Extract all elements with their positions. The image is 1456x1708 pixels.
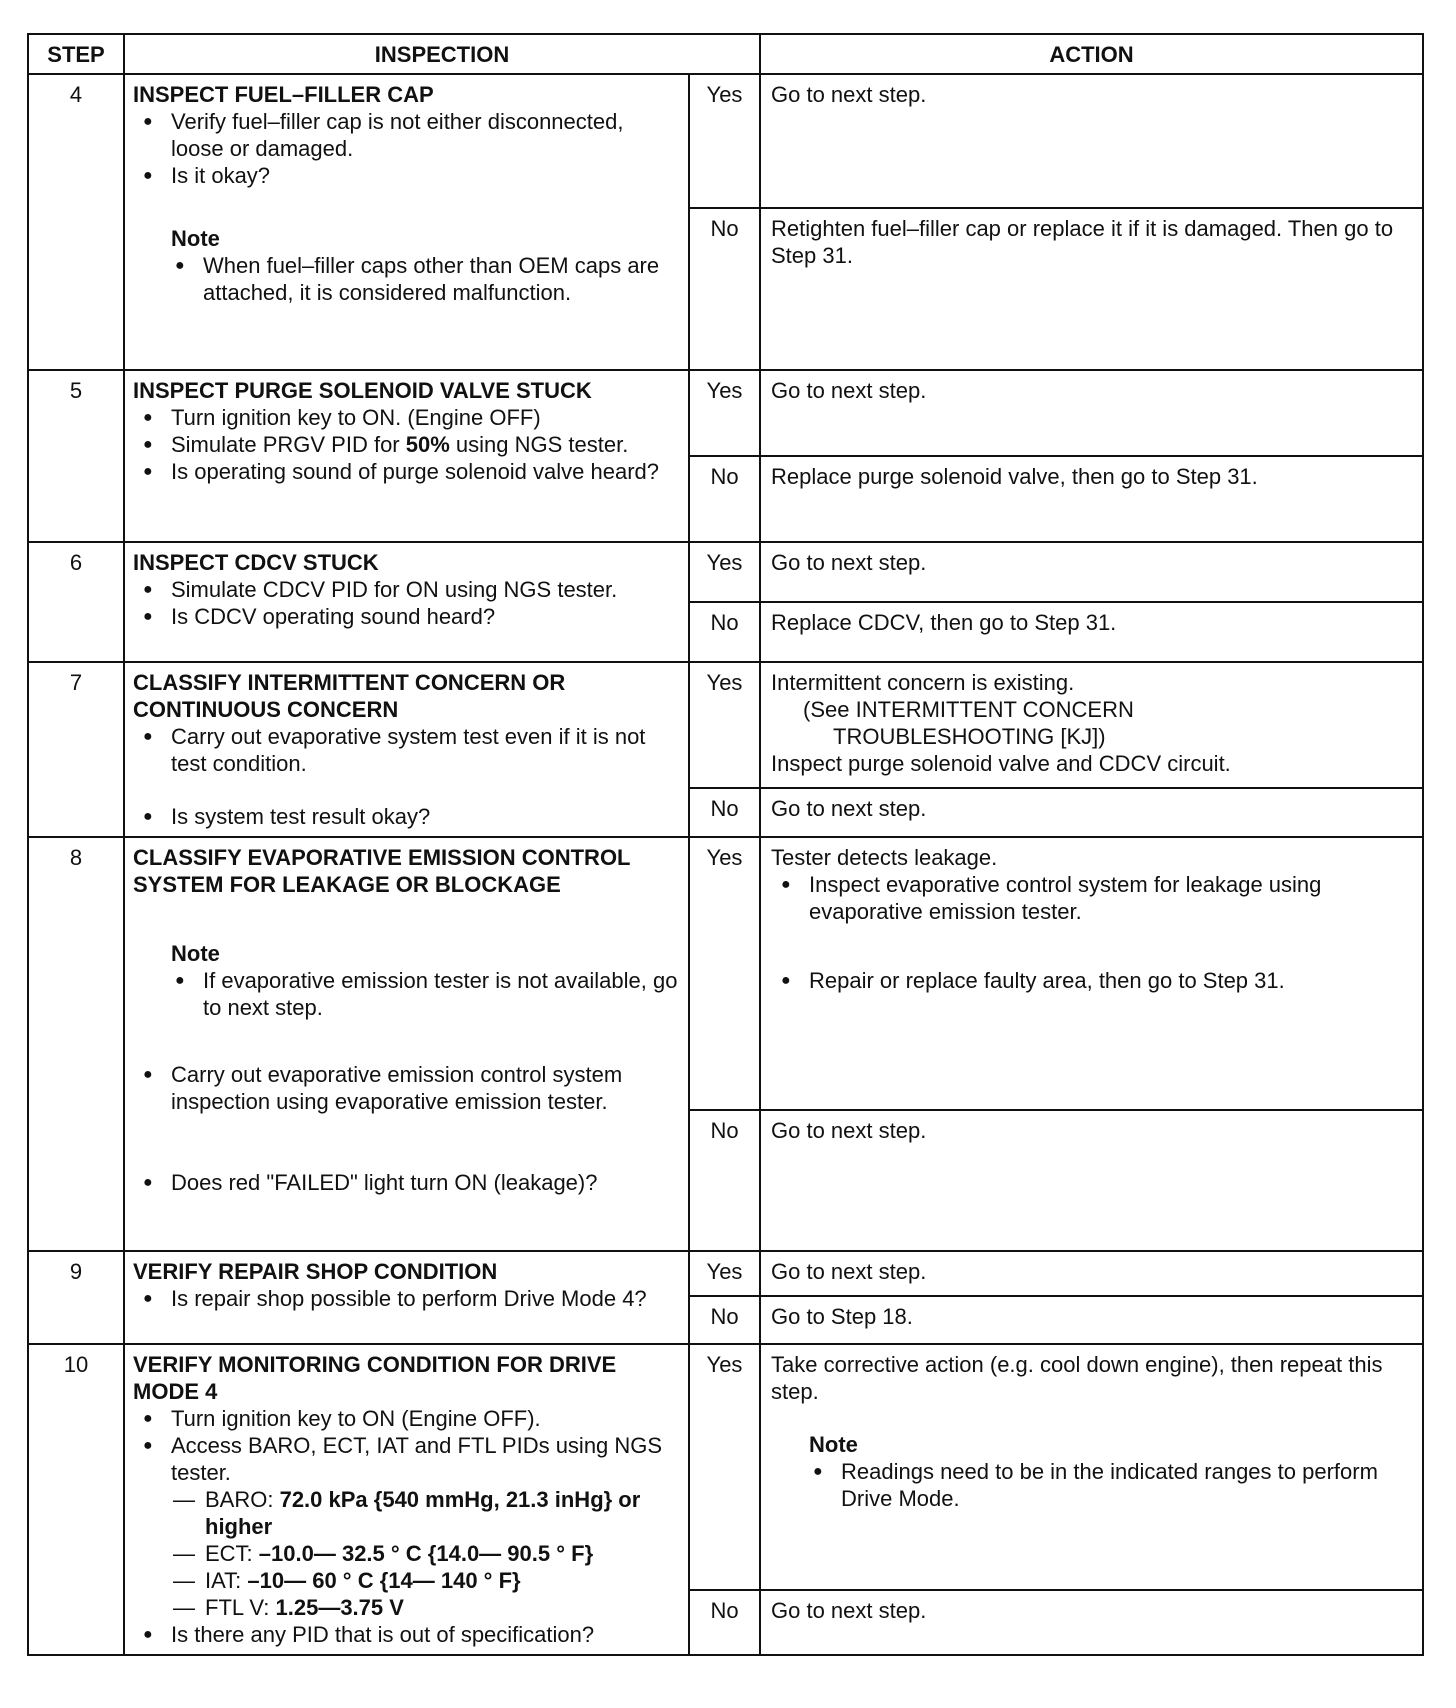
step-number: 7 <box>28 662 124 837</box>
step-4-yes-row <box>28 74 1423 208</box>
step-title: INSPECT CDCV STUCK <box>133 550 379 575</box>
no-action: Go to next step. <box>760 788 1423 837</box>
yes-label: Yes <box>689 837 760 1110</box>
dash-mark: — <box>173 1595 195 1620</box>
spec-text <box>173 1567 680 1594</box>
dash-mark: — <box>173 1487 195 1512</box>
step-number: 5 <box>28 370 124 542</box>
bullet-bold-value: 50% <box>405 432 450 457</box>
note-block <box>171 225 680 306</box>
no-action: Go to Step 18. <box>760 1296 1423 1344</box>
step-number: 8 <box>28 837 124 1251</box>
no-action: Replace CDCV, then go to Step 31. <box>760 602 1423 662</box>
step-6-yes-row <box>28 542 1423 602</box>
yes-action-line: Take corrective action (e.g. cool down engine), then repeat this step. <box>771 1352 1383 1404</box>
bullet-text: Simulate PRGV PID for <box>171 432 406 457</box>
note-bullet: ● If evaporative emission tester is not available, go to next step. <box>171 967 680 1021</box>
spec-label: ECT: <box>205 1541 259 1566</box>
note-label: Note <box>809 1432 858 1457</box>
spec-value: 72.0 kPa {540 mmHg, 21.3 inHg} or higher <box>205 1487 641 1539</box>
yes-action <box>760 662 1423 788</box>
step-title: INSPECT PURGE SOLENOID VALVE STUCK <box>133 378 592 403</box>
step-inspection <box>124 1344 689 1655</box>
header-inspection: INSPECTION <box>124 34 760 74</box>
yes-label: Yes <box>689 74 760 208</box>
yes-action: Go to next step. <box>760 74 1423 208</box>
step-8-yes-row <box>28 837 1423 1110</box>
inspection-bullet: ● Is operating sound of purge solenoid valve heard? <box>133 458 680 485</box>
inspection-bullet: ● Turn ignition key to ON. (Engine OFF) <box>133 404 680 431</box>
note-label: Note <box>171 226 220 251</box>
note-label: Note <box>171 941 220 966</box>
inspection-bullet: ● Access BARO, ECT, IAT and FTL PIDs using NGS tester. <box>133 1432 680 1486</box>
step-9-yes-row <box>28 1251 1423 1296</box>
step-inspection <box>124 837 689 1251</box>
no-label: No <box>689 1590 760 1655</box>
step-title: CLASSIFY EVAPORATIVE EMISSION CONTROL SYSTEM FOR LEAKAGE OR BLOCKAGE <box>133 845 631 897</box>
inspection-bullet: ● Is repair shop possible to perform Drive Mode 4? <box>133 1285 680 1312</box>
note-block <box>809 1431 1412 1512</box>
see-reference-cont: TROUBLESHOOTING [KJ]) <box>833 724 1106 749</box>
inspection-bullet: ● Carry out evaporative system test even if it is not test condition. <box>133 723 680 777</box>
action-bullet: ● Repair or replace faulty area, then go to Step 31. <box>771 967 1412 994</box>
spec-ftl <box>133 1594 680 1621</box>
action-bullet: ● Inspect evaporative control system for leakage using evaporative emission tester. <box>771 871 1412 925</box>
step-number: 10 <box>28 1344 124 1655</box>
step-inspection <box>124 1251 689 1344</box>
no-action: Retighten fuel–filler cap or replace it if it is damaged. Then go to Step 31. <box>760 208 1423 370</box>
step-number: 4 <box>28 74 124 370</box>
yes-action-line: Tester detects leakage. <box>771 845 998 870</box>
spec-label: BARO: <box>205 1487 280 1512</box>
inspection-bullet: ● Is it okay? <box>133 162 680 189</box>
step-title: INSPECT FUEL–FILLER CAP <box>133 82 434 107</box>
spec-text <box>173 1540 680 1567</box>
inspection-bullet: ● Turn ignition key to ON (Engine OFF). <box>133 1405 680 1432</box>
step-title: VERIFY MONITORING CONDITION FOR DRIVE MODE 4 <box>133 1352 617 1404</box>
spec-label: FTL V: <box>205 1595 276 1620</box>
yes-label: Yes <box>689 1251 760 1296</box>
step-title: CLASSIFY INTERMITTENT CONCERN OR CONTINUOUS CONCERN <box>133 670 566 722</box>
header-step: STEP <box>28 34 124 74</box>
yes-action: Go to next step. <box>760 1251 1423 1296</box>
troubleshooting-table <box>27 33 1424 1656</box>
step-7-yes-row <box>28 662 1423 788</box>
dash-mark: — <box>173 1541 195 1566</box>
note-bullet: ● Readings need to be in the indicated ranges to perform Drive Mode. <box>809 1458 1412 1512</box>
spec-value: –10.0— 32.5 ° C {14.0— 90.5 ° F} <box>258 1541 594 1566</box>
step-10-yes-row <box>28 1344 1423 1590</box>
inspection-bullet: ● Is there any PID that is out of specification? <box>133 1621 680 1648</box>
no-label: No <box>689 208 760 370</box>
spec-value: 1.25—3.75 V <box>275 1595 404 1620</box>
note-block <box>171 940 680 1021</box>
inspection-bullet: ● Simulate CDCV PID for ON using NGS tester. <box>133 576 680 603</box>
no-label: No <box>689 788 760 837</box>
no-label: No <box>689 602 760 662</box>
spec-iat <box>133 1567 680 1594</box>
step-5-yes-row <box>28 370 1423 456</box>
no-action: Replace purge solenoid valve, then go to Step 31. <box>760 456 1423 542</box>
yes-action-line: Inspect purge solenoid valve and CDCV circuit. <box>771 751 1231 776</box>
step-inspection <box>124 662 689 837</box>
yes-action: Go to next step. <box>760 542 1423 602</box>
spec-value: –10— 60 ° C {14— 140 ° F} <box>247 1568 521 1593</box>
step-inspection <box>124 370 689 542</box>
step-number: 6 <box>28 542 124 662</box>
bullet-text: using NGS tester. <box>449 432 629 457</box>
spec-label: IAT: <box>205 1568 248 1593</box>
no-label: No <box>689 1296 760 1344</box>
spec-baro <box>133 1486 680 1540</box>
step-title: VERIFY REPAIR SHOP CONDITION <box>133 1259 498 1284</box>
no-action: Go to next step. <box>760 1590 1423 1655</box>
inspection-bullet: ● Verify fuel–filler cap is not either disconnected, loose or damaged. <box>133 108 680 162</box>
header-action: ACTION <box>760 34 1423 74</box>
yes-label: Yes <box>689 1344 760 1590</box>
step-number: 9 <box>28 1251 124 1344</box>
no-label: No <box>689 456 760 542</box>
yes-label: Yes <box>689 662 760 788</box>
inspection-bullet: ● Is system test result okay? <box>133 803 680 830</box>
step-inspection <box>124 74 689 370</box>
no-action: Go to next step. <box>760 1110 1423 1251</box>
yes-action-line: Intermittent concern is existing. <box>771 670 1075 695</box>
yes-action: Go to next step. <box>760 370 1423 456</box>
spec-text <box>173 1486 680 1540</box>
inspection-bullet: ● Is CDCV operating sound heard? <box>133 603 680 630</box>
step-inspection <box>124 542 689 662</box>
note-bullet: ● When fuel–filler caps other than OEM caps are attached, it is considered malfunction. <box>171 252 680 306</box>
see-reference: (See INTERMITTENT CONCERN <box>803 697 1134 722</box>
inspection-bullet: ● Does red "FAILED" light turn ON (leakage)? <box>133 1169 680 1196</box>
yes-label: Yes <box>689 370 760 456</box>
yes-action <box>760 1344 1423 1590</box>
no-label: No <box>689 1110 760 1251</box>
inspection-bullet <box>133 431 680 458</box>
yes-label: Yes <box>689 542 760 602</box>
spec-ect <box>133 1540 680 1567</box>
header-row <box>28 34 1423 74</box>
yes-action <box>760 837 1423 1110</box>
inspection-bullet: ● Carry out evaporative emission control system inspection using evaporative emission tester. <box>133 1061 680 1115</box>
spec-text <box>173 1594 680 1621</box>
dash-mark: — <box>173 1568 195 1593</box>
